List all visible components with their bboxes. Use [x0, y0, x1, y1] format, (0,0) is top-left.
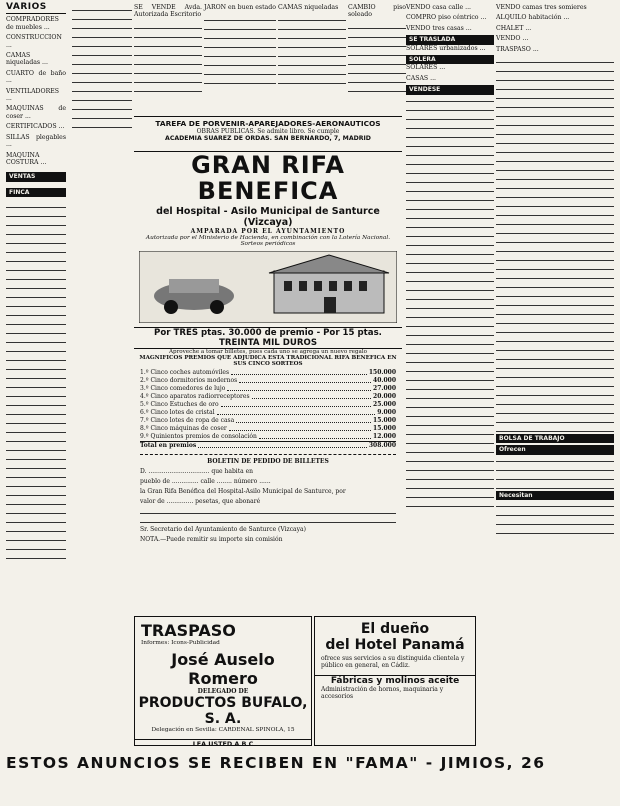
ad: CUARTO de baño ... — [6, 69, 66, 85]
traspaso-sub: Informes: Icons-Publicidad — [141, 640, 220, 646]
prize-row: 7.º Cinco lotes de ropa de casa 15.000 — [140, 417, 396, 424]
academy-banner — [134, 116, 402, 152]
rifa-aprov: Aproveche a tomar billetes, pues cada uno se agrega un nuevo regalo — [168, 349, 368, 355]
advertiser-name: José Auselo Romero — [171, 650, 275, 688]
ad: MAQUINAS de coser ... — [6, 105, 66, 120]
traspaso-title: TRASPASO — [141, 621, 236, 640]
prize-row: 3.º Cinco comedores de lujo 27.000 — [140, 385, 396, 392]
newspaper-page — [6, 4, 614, 802]
banner-line-2: OBRAS PUBLICAS. Se admite libro. Se cumple — [196, 128, 340, 135]
coupon-signature: Sr. Secretario del Ayuntamiento de Santurce (Vizcaya) — [140, 526, 306, 533]
ad: VENDO casa calle ... — [406, 4, 472, 11]
prize-total: Total en premios 308.000 — [140, 442, 396, 449]
section-solera: SOLERA — [406, 55, 494, 64]
delegado-label: DELEGADO DE — [197, 688, 249, 695]
prize-list — [134, 367, 402, 452]
traspaso-advertisement — [134, 616, 312, 746]
prize-row: 1.º Cinco coches automóviles 150.000 — [140, 369, 396, 376]
hotel-title-1: El dueño — [360, 621, 430, 637]
ad: VENTILADORES ... — [6, 87, 59, 103]
top-ad-2: SE VENDE Avda. Autorizada Escritorio — [134, 4, 202, 94]
coupon-line: la Gran Rifa Benéfica del Hospital-Asilo Municipal de Santurce, por — [140, 488, 346, 495]
ad: TRASPASO ... — [496, 45, 539, 53]
ad: COMPRADORES de muebles ... — [6, 16, 59, 31]
hotel-title-2: del Hotel Panamá — [325, 637, 465, 653]
banner-line-3: ACADEMIA SUAREZ DE ORDAS. SAN BERNARDO, 7, MADRID — [165, 135, 371, 142]
middle-right-column — [406, 4, 494, 509]
brand-name: PRODUCTOS BUFALO, S. A. — [138, 695, 308, 727]
prize-row: 6.º Cinco lotes de cristal 9.000 — [140, 409, 396, 416]
prize-row: 8.º Cinco máquinas de coser 15.000 — [140, 425, 396, 432]
coupon-note: NOTA.—Puede remitir su importe sin comisión — [140, 536, 283, 543]
section-vendese: VENDESE — [406, 85, 494, 94]
top-ad-4: CAMAS niqueladas — [278, 4, 346, 86]
hotel-advertisement — [314, 616, 476, 746]
top-ad-5: CAMBIO piso soleado — [348, 4, 406, 94]
prize-row: 9.º Quinientos premios de consolación 12.000 — [140, 433, 396, 440]
section-traslado: SE TRASLADA — [406, 35, 494, 44]
ad: MAQUINA COSTURA ... — [6, 151, 47, 166]
rifa-subtitle: del Hospital - Asilo Municipal de Santurce (Vizcaya) — [156, 206, 380, 228]
ad: SOLARES ... — [406, 64, 446, 72]
prize-row: 4.º Cinco aparatos radiorreceptores 20.000 — [140, 393, 396, 400]
ad: CERTIFICADOS ... — [6, 123, 65, 131]
brand-address: Delegación en Sevilla: CARDENAL SPINOLA, 15 — [151, 727, 295, 733]
hospital-illustration — [139, 251, 397, 323]
ad: CASAS ... — [406, 74, 437, 82]
left-classified-column — [6, 4, 66, 561]
section-finca: FINCA — [6, 188, 66, 197]
section-necesitan: Necesitan — [496, 491, 614, 500]
footer-banner: ESTOS ANUNCIOS SE RECIBEN EN "FAMA" - JIMIOS, 26 — [6, 754, 546, 772]
far-right-column — [496, 4, 614, 536]
ad: ALQUILO habitación ... — [496, 14, 570, 22]
prize-row: 5.º Cinco Estuches de oro 25.000 — [140, 401, 396, 408]
ad: SOLARES urbanizados ... — [406, 44, 486, 52]
banner-line-1: TAREFA DE PORVENIR-APAREJADORES-AERONAUTICOS — [155, 119, 381, 128]
rifa-amparo: AMPARADA POR EL AYUNTAMIENTO — [190, 228, 346, 235]
ad: SILLAS plegables ... — [6, 133, 66, 149]
ad: VENDO tres casas ... — [406, 24, 472, 32]
rifa-auth: Autorizada por el Ministerio de Hacienda, en combinación con la Lotería Nacional. Sorteos periódicos — [145, 235, 391, 247]
ad: CONSTRUCCION ... — [6, 34, 62, 49]
fabricas-title: Fábricas y molinos aceite — [315, 675, 475, 686]
ad: CHALET ... — [496, 24, 532, 32]
prize-row: 2.º Cinco dormitorios modernos 40.000 — [140, 377, 396, 384]
rifa-title: GRAN RIFA BENEFICA — [191, 151, 345, 205]
coupon-title: BOLETIN DE PEDIDO DE BILLETES — [207, 458, 329, 465]
section-ventas: VENTAS — [6, 172, 66, 181]
fabricas-text: Administración de hornos, maquinaria y accesorios — [321, 686, 444, 700]
ad: CAMAS niqueladas ... — [6, 52, 48, 67]
rifa-magnificos: MAGNIFICOS PREMIOS QUE ADJUDICA ESTA TRADICIONAL RIFA BENEFICA EN SUS CINCO SORTEOS — [139, 355, 397, 367]
top-ad-1 — [72, 4, 132, 130]
section-label-varios: VARIOS — [6, 2, 47, 12]
rifa-premio: Por TRES ptas. 30.000 de premio - Por 15 ptas. TREINTA MIL DUROS — [134, 327, 402, 349]
ad: COMPRO piso céntrico ... — [406, 14, 487, 22]
coupon-line: D. ................................ que habita en — [140, 468, 254, 475]
coupon-line: pueblo de .............. calle ........ número ...... — [140, 478, 271, 485]
coupon-line: valor de .............. pesetas, que abonaré — [140, 498, 261, 505]
ad: VENDO ... — [496, 35, 529, 43]
hotel-text: ofrece sus servicios a su distinguida clientela y público en general, en Cádiz. — [321, 655, 465, 669]
order-coupon — [140, 454, 396, 545]
top-ad-3: JARON en buen estado — [204, 4, 276, 86]
section-bolsa: BOLSA DE TRABAJO — [496, 434, 614, 443]
section-ofrecen: Ofrecen — [496, 445, 614, 454]
ad: VENDO camas tres somieres — [496, 4, 587, 11]
rifa-advertisement — [134, 152, 402, 604]
abc-slogan: LEA USTED A B C — [135, 739, 311, 748]
